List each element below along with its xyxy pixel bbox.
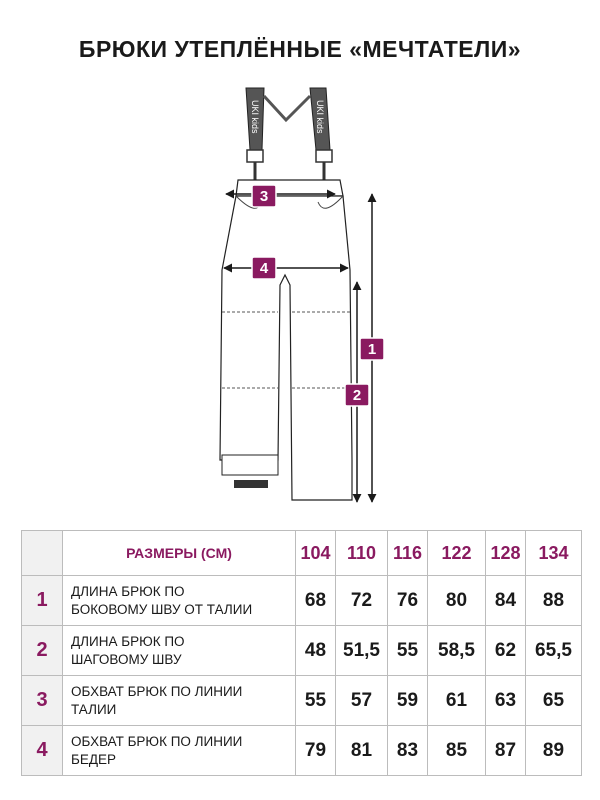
brand-label-right: UKI kids	[315, 100, 325, 134]
table-cell: 55	[388, 626, 428, 676]
brand-label-left: UKI kids	[250, 100, 260, 134]
table-cell: 48	[296, 626, 336, 676]
size-header: 134	[526, 531, 582, 576]
page-title: БРЮКИ УТЕПЛЁННЫЕ «МЕЧТАТЕЛИ»	[78, 36, 522, 62]
table-header-row	[22, 531, 582, 576]
row-description-line: ОБХВАТ БРЮК ПО ЛИНИИ	[71, 683, 243, 699]
table-cell: 76	[388, 576, 428, 626]
table-cell: 57	[336, 676, 388, 726]
row-number: 3	[22, 676, 63, 726]
table-row	[22, 626, 582, 676]
table-cell: 65	[526, 676, 582, 726]
badge-3	[252, 185, 276, 207]
table-cell: 84	[486, 576, 526, 626]
row-description	[63, 626, 296, 676]
badge-2	[345, 384, 369, 406]
badge-1	[360, 338, 384, 360]
table-row	[22, 576, 582, 626]
row-description-line: ДЛИНА БРЮК ПО	[71, 583, 185, 599]
row-description	[63, 676, 296, 726]
row-description	[63, 726, 296, 776]
size-header: 104	[296, 531, 336, 576]
table-cell: 63	[486, 676, 526, 726]
table-cell: 58,5	[428, 626, 486, 676]
row-description-line: ДЛИНА БРЮК ПО	[71, 633, 185, 649]
table-cell: 72	[336, 576, 388, 626]
row-description	[63, 576, 296, 626]
badge-4	[252, 257, 276, 279]
suspenders	[246, 88, 332, 180]
size-table	[21, 530, 582, 776]
svg-text:3: 3	[259, 188, 269, 205]
table-cell: 85	[428, 726, 486, 776]
row-number: 1	[22, 576, 63, 626]
row-description-line: ШАГОВОМУ ШВУ	[71, 651, 182, 667]
row-number: 4	[22, 726, 63, 776]
table-row	[22, 726, 582, 776]
sizes-header-label: РАЗМЕРЫ (СМ)	[63, 531, 296, 576]
size-header: 116	[388, 531, 428, 576]
table-row	[22, 676, 582, 726]
table-cell: 88	[526, 576, 582, 626]
table-cell: 61	[428, 676, 486, 726]
table-cell: 62	[486, 626, 526, 676]
table-cell: 81	[336, 726, 388, 776]
row-description-line: ОБХВАТ БРЮК ПО ЛИНИИ	[71, 733, 243, 749]
pants-outline	[220, 180, 352, 500]
table-cell: 59	[388, 676, 428, 726]
svg-text:4: 4	[259, 260, 269, 277]
svg-text:2: 2	[352, 387, 362, 404]
table-cell: 89	[526, 726, 582, 776]
table-cell: 65,5	[526, 626, 582, 676]
row-number: 2	[22, 626, 63, 676]
size-header: 128	[486, 531, 526, 576]
table-cell: 80	[428, 576, 486, 626]
svg-text:1: 1	[367, 341, 377, 358]
size-header: 122	[428, 531, 486, 576]
table-corner-cell	[22, 531, 63, 576]
table-cell: 55	[296, 676, 336, 726]
table-cell: 68	[296, 576, 336, 626]
boot-grip	[234, 480, 268, 488]
row-description-line: ТАЛИИ	[71, 701, 117, 717]
table-cell: 79	[296, 726, 336, 776]
table-cell: 87	[486, 726, 526, 776]
pants-diagram	[0, 80, 600, 520]
row-description-line: БОКОВОМУ ШВУ ОТ ТАЛИИ	[71, 601, 253, 617]
table-cell: 83	[388, 726, 428, 776]
row-description-line: БЕДЕР	[71, 751, 117, 767]
size-header: 110	[336, 531, 388, 576]
table-cell: 51,5	[336, 626, 388, 676]
